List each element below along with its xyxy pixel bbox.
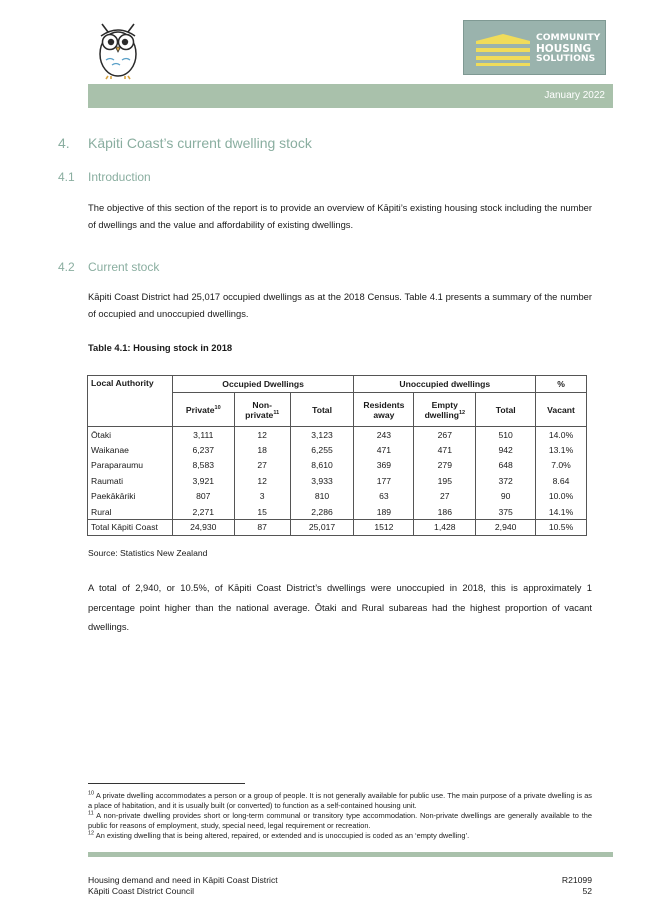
table-row [88,427,587,443]
table-body [88,427,587,536]
cell-vacant: 7.0% [536,458,587,474]
cell-residents-away: 177 [354,473,414,489]
cell-empty-dwelling: 195 [414,473,476,489]
total-cell-residents-away: 1512 [354,520,414,536]
brand-word-1: COMMUNITY [536,32,601,43]
intro-number: 4.1 [58,170,75,184]
footnote-number: 10 [88,790,95,797]
cell-authority: Paraparaumu [88,458,173,474]
cell-unoccupied-total: 942 [476,442,536,458]
header-empty-dwelling [414,393,476,427]
footnote-number: 12 [88,830,95,837]
header-empty-dwelling-label: Empty dwelling [424,399,459,420]
cell-private: 3,921 [172,473,234,489]
footnotes [88,791,592,841]
total-cell-nonprivate: 87 [234,520,290,536]
table-row [88,442,587,458]
table-row [88,458,587,474]
header-date: January 2022 [544,90,605,101]
cell-authority: Raumati [88,473,173,489]
cell-residents-away: 369 [354,458,414,474]
table-row [88,473,587,489]
header-nonprivate-label: Non-private [245,399,274,420]
footnote-divider [88,783,245,784]
footnote-10 [88,791,592,811]
cell-unoccupied-total: 510 [476,427,536,443]
current-stock-title: Current stock [88,260,160,274]
header-vacant: Vacant [536,393,587,427]
cell-residents-away: 243 [354,427,414,443]
cell-authority: Paekākāriki [88,489,173,505]
cell-private: 6,237 [172,442,234,458]
footnote-ref-11: 11 [273,409,280,416]
summary-paragraph: A total of 2,940, or 10.5%, of Kāpiti Coast District’s dwellings were unoccupied in 2018, this is approximately 1 percentage point higher than the national average. Ōtaki and Rural subareas had the highest proportion of vacant dwellings. [88,582,592,632]
total-cell-private: 24,930 [172,520,234,536]
section-number: 4. [58,135,70,151]
table-source: Source: Statistics New Zealand [88,548,208,558]
header-percent: % [536,376,587,393]
total-cell-empty-dwelling: 1,428 [414,520,476,536]
housing-stock-table [87,375,587,536]
cell-private: 807 [172,489,234,505]
footer-client: Kāpiti Coast District Council [88,886,195,896]
header-private [172,393,234,427]
header-private-label: Private [185,404,215,415]
cell-nonprivate: 27 [234,458,290,474]
cell-nonprivate: 18 [234,442,290,458]
total-cell-authority: Total Kāpiti Coast [88,520,173,536]
table-row [88,489,587,505]
cell-private: 2,271 [172,504,234,520]
house-bars-icon [474,31,532,67]
cell-nonprivate: 15 [234,504,290,520]
section-title: Kāpiti Coast’s current dwelling stock [88,135,312,151]
brand-word-3: SOLUTIONS [536,53,596,64]
footnote-ref-12: 12 [458,409,466,416]
cell-empty-dwelling: 279 [414,458,476,474]
cell-empty-dwelling: 186 [414,504,476,520]
current-stock-number: 4.2 [58,260,75,274]
cell-occupied-total: 3,123 [290,427,354,443]
cell-occupied-total: 8,610 [290,458,354,474]
current-stock-heading [58,260,159,274]
brand-wordmark [536,33,600,65]
cell-occupied-total: 810 [290,489,354,505]
total-cell-unoccupied-total: 2,940 [476,520,536,536]
owl-logo-icon [92,16,144,80]
cell-empty-dwelling: 267 [414,427,476,443]
cell-residents-away: 63 [354,489,414,505]
header-occupied-total: Total [290,393,354,427]
footnote-number: 11 [88,810,94,817]
footer-page-number: 52 [582,886,592,896]
table-caption: Table 4.1: Housing stock in 2018 [88,342,233,353]
header-residents-away: Residents away [354,393,414,427]
cell-occupied-total: 3,933 [290,473,354,489]
footnote-ref-10: 10 [214,404,221,411]
total-cell-occupied-total: 25,017 [290,520,354,536]
header-nonprivate [234,393,290,427]
brand-word-2: HOUSING [536,42,592,55]
intro-heading [58,170,151,184]
cell-unoccupied-total: 372 [476,473,536,489]
cell-nonprivate: 12 [234,427,290,443]
footnote-11 [88,811,592,831]
cell-residents-away: 471 [354,442,414,458]
intro-paragraph: The objective of this section of the report is to provide an overview of Kāpiti’s existing housing stock including the number of dwellings and the value and affordability of existing dwellings. [88,202,592,230]
cell-unoccupied-total: 648 [476,458,536,474]
header-unoccupied-dwellings: Unoccupied dwellings [354,376,536,393]
current-stock-paragraph: Kāpiti Coast District had 25,017 occupied dwellings as at the 2018 Census. Table 4.1 presents a summary of the number of occupied and unoccupied dwellings. [88,291,592,319]
table-group-header-row [88,376,587,393]
intro-title: Introduction [88,170,151,184]
cell-authority: Rural [88,504,173,520]
table-total-row [88,520,587,536]
cell-nonprivate: 3 [234,489,290,505]
footer-left [88,875,278,897]
footer-reference: R21099 [561,875,592,885]
cell-private: 3,111 [172,427,234,443]
footnote-text: A non-private dwelling provides short or long-term communal or transitory type accommodation. Non-private dwellings are generally available to the public for reasons of employment, study, special need, legal requirement or recreation. [88,811,592,830]
footnote-12 [88,831,592,841]
cell-occupied-total: 2,286 [290,504,354,520]
community-housing-solutions-logo [463,20,606,75]
cell-vacant: 14.0% [536,427,587,443]
cell-vacant: 13.1% [536,442,587,458]
cell-empty-dwelling: 471 [414,442,476,458]
cell-residents-away: 189 [354,504,414,520]
footer-report-title: Housing demand and need in Kāpiti Coast District [88,875,278,885]
footnote-text: A private dwelling accommodates a person or a group of people. It is not generally available for public use. The main purpose of a private dwelling is as a place of habitation, and it is usually built (or converted) to function as a self-contained housing unit. [88,791,592,810]
cell-unoccupied-total: 375 [476,504,536,520]
header-unoccupied-total: Total [476,393,536,427]
header-local-authority: Local Authority [88,376,173,427]
cell-authority: Ōtaki [88,427,173,443]
header-occupied-dwellings: Occupied Dwellings [172,376,354,393]
cell-unoccupied-total: 90 [476,489,536,505]
cell-vacant: 14.1% [536,504,587,520]
section-heading [58,135,312,151]
header-band [88,84,613,108]
cell-empty-dwelling: 27 [414,489,476,505]
cell-authority: Waikanae [88,442,173,458]
footer-right [500,875,592,897]
cell-vacant: 8.64 [536,473,587,489]
total-cell-vacant: 10.5% [536,520,587,536]
footer-band [88,852,613,857]
cell-vacant: 10.0% [536,489,587,505]
footnote-text: An existing dwelling that is being altered, repaired, or extended and is unoccupied is coded as an ‘empty dwelling’. [94,831,470,840]
cell-nonprivate: 12 [234,473,290,489]
cell-occupied-total: 6,255 [290,442,354,458]
table-row [88,504,587,520]
cell-private: 8,583 [172,458,234,474]
